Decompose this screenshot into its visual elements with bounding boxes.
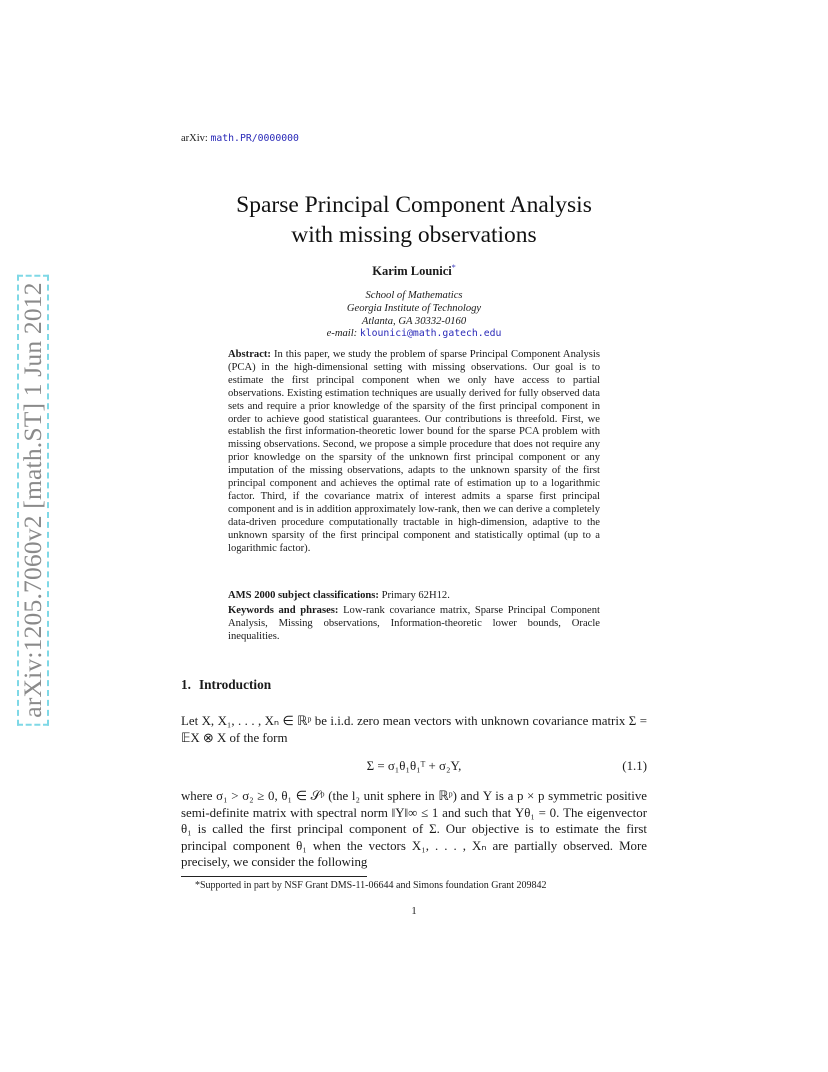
- footnote-rule: [181, 876, 367, 877]
- paper-title-line-2: with missing observations: [291, 222, 537, 248]
- footnote: [181, 880, 647, 892]
- section-title: Introduction: [198, 677, 272, 692]
- author-footnote-mark[interactable]: *: [451, 263, 456, 272]
- keywords-text: Low-rank covariance matrix, Sparse Principal Component Analysis, Missing observations, Information-theoretic lower bounds, Oracle inequalities.: [228, 605, 600, 642]
- arxiv-header: [181, 133, 299, 144]
- paragraph-1: Let X, X₁, . . . , Xₙ ∈ ℝᵖ be i.i.d. zero mean vectors with unknown covariance matrix Σ = 𝔼X ⊗ X of the form: [181, 714, 647, 745]
- abstract-text: In this paper, we study the problem of sparse Principal Component Analysis (PCA) in the high-dimensional setting with missing observations. Our goal is to estimate the first principal component when we only have access to partial observations. Existing estimation techniques are usually derived for fully observed data sets and require a prior knowledge of the sparsity of the first principal component in order to achieve good statistical guarantees. Our contributions is threefold. First, we establish the first information-theoretic lower bound for the sparse PCA problem with missing observations. Second, we propose a simple procedure that does not require any prior knowledge on the sparsity of the unknown first principal component or any imputation of the missing observations, adapts to the unknown sparsity of the first principal component and achieves the optimal rate of estimation up to a logarithmic factor. Third, if the covariance matrix of interest admits a sparse first principal component and is in addition approximately low-rank, then we can derive a completely data-driven procedure computationally tractable in high-dimension, adaptive to the unknown sparsity of the first principal component and statistically optimal (up to a logarithmic factor).: [228, 349, 600, 554]
- affiliation: [250, 290, 578, 341]
- footnote-mark: *: [195, 880, 200, 891]
- arxiv-side-stamp-container: [16, 260, 50, 740]
- page-number: 1: [411, 906, 417, 917]
- affiliation-line-2: Georgia Institute of Technology: [346, 302, 482, 314]
- affiliation-line-1: School of Mathematics: [365, 290, 463, 301]
- arxiv-side-stamp: arXiv:1205.7060v2 [math.ST] 1 Jun 2012: [17, 274, 49, 725]
- keywords-label: Keywords and phrases:: [228, 605, 339, 616]
- email-link[interactable]: klounici@math.gatech.edu: [359, 328, 502, 340]
- arxiv-header-link[interactable]: math.PR/0000000: [210, 133, 299, 144]
- section-number: 1.: [181, 677, 191, 692]
- affiliation-email-row: [250, 328, 578, 341]
- affiliation-line-3: Atlanta, GA 30332-0160: [361, 315, 467, 327]
- section-heading: [181, 677, 271, 693]
- keywords: [228, 605, 600, 644]
- ams-text: Primary 62H12.: [381, 590, 450, 601]
- paper-title-line-1: Sparse Principal Component Analysis: [236, 192, 592, 218]
- footnote-text: Supported in part by NSF Grant DMS-11-06644 and Simons foundation Grant 209842: [200, 880, 547, 891]
- ams-classification: [228, 590, 600, 603]
- email-label: e-mail:: [326, 328, 358, 340]
- arxiv-header-prefix: arXiv:: [181, 133, 208, 144]
- paragraph-2: where σ₁ > σ₂ ≥ 0, θ₁ ∈ 𝒮ᵖ (the l₂ unit sphere in ℝᵖ) and Υ is a p × p symmetric positive semi-definite matrix with spectral norm ‖Υ‖∞ ≤ 1 and such that Υθ₁ = 0. The eigenvector θ₁ is called the first principal component of Σ. Our objective is to estimate the first principal component θ₁ when the vectors X₁, . . . , Xₙ are partially observed. More precisely, we consider the following: [181, 789, 647, 870]
- equation-formula: Σ = σ₁θ₁θ₁ᵀ + σ₂Υ,: [366, 759, 462, 773]
- paper-title: [150, 190, 678, 250]
- author-name: Karim Lounici: [372, 264, 452, 279]
- equation-number: (1.1): [622, 759, 647, 773]
- author-block: [0, 263, 828, 279]
- abstract: [228, 349, 600, 556]
- ams-label: AMS 2000 subject classifications:: [228, 590, 379, 601]
- abstract-label: Abstract:: [228, 349, 271, 360]
